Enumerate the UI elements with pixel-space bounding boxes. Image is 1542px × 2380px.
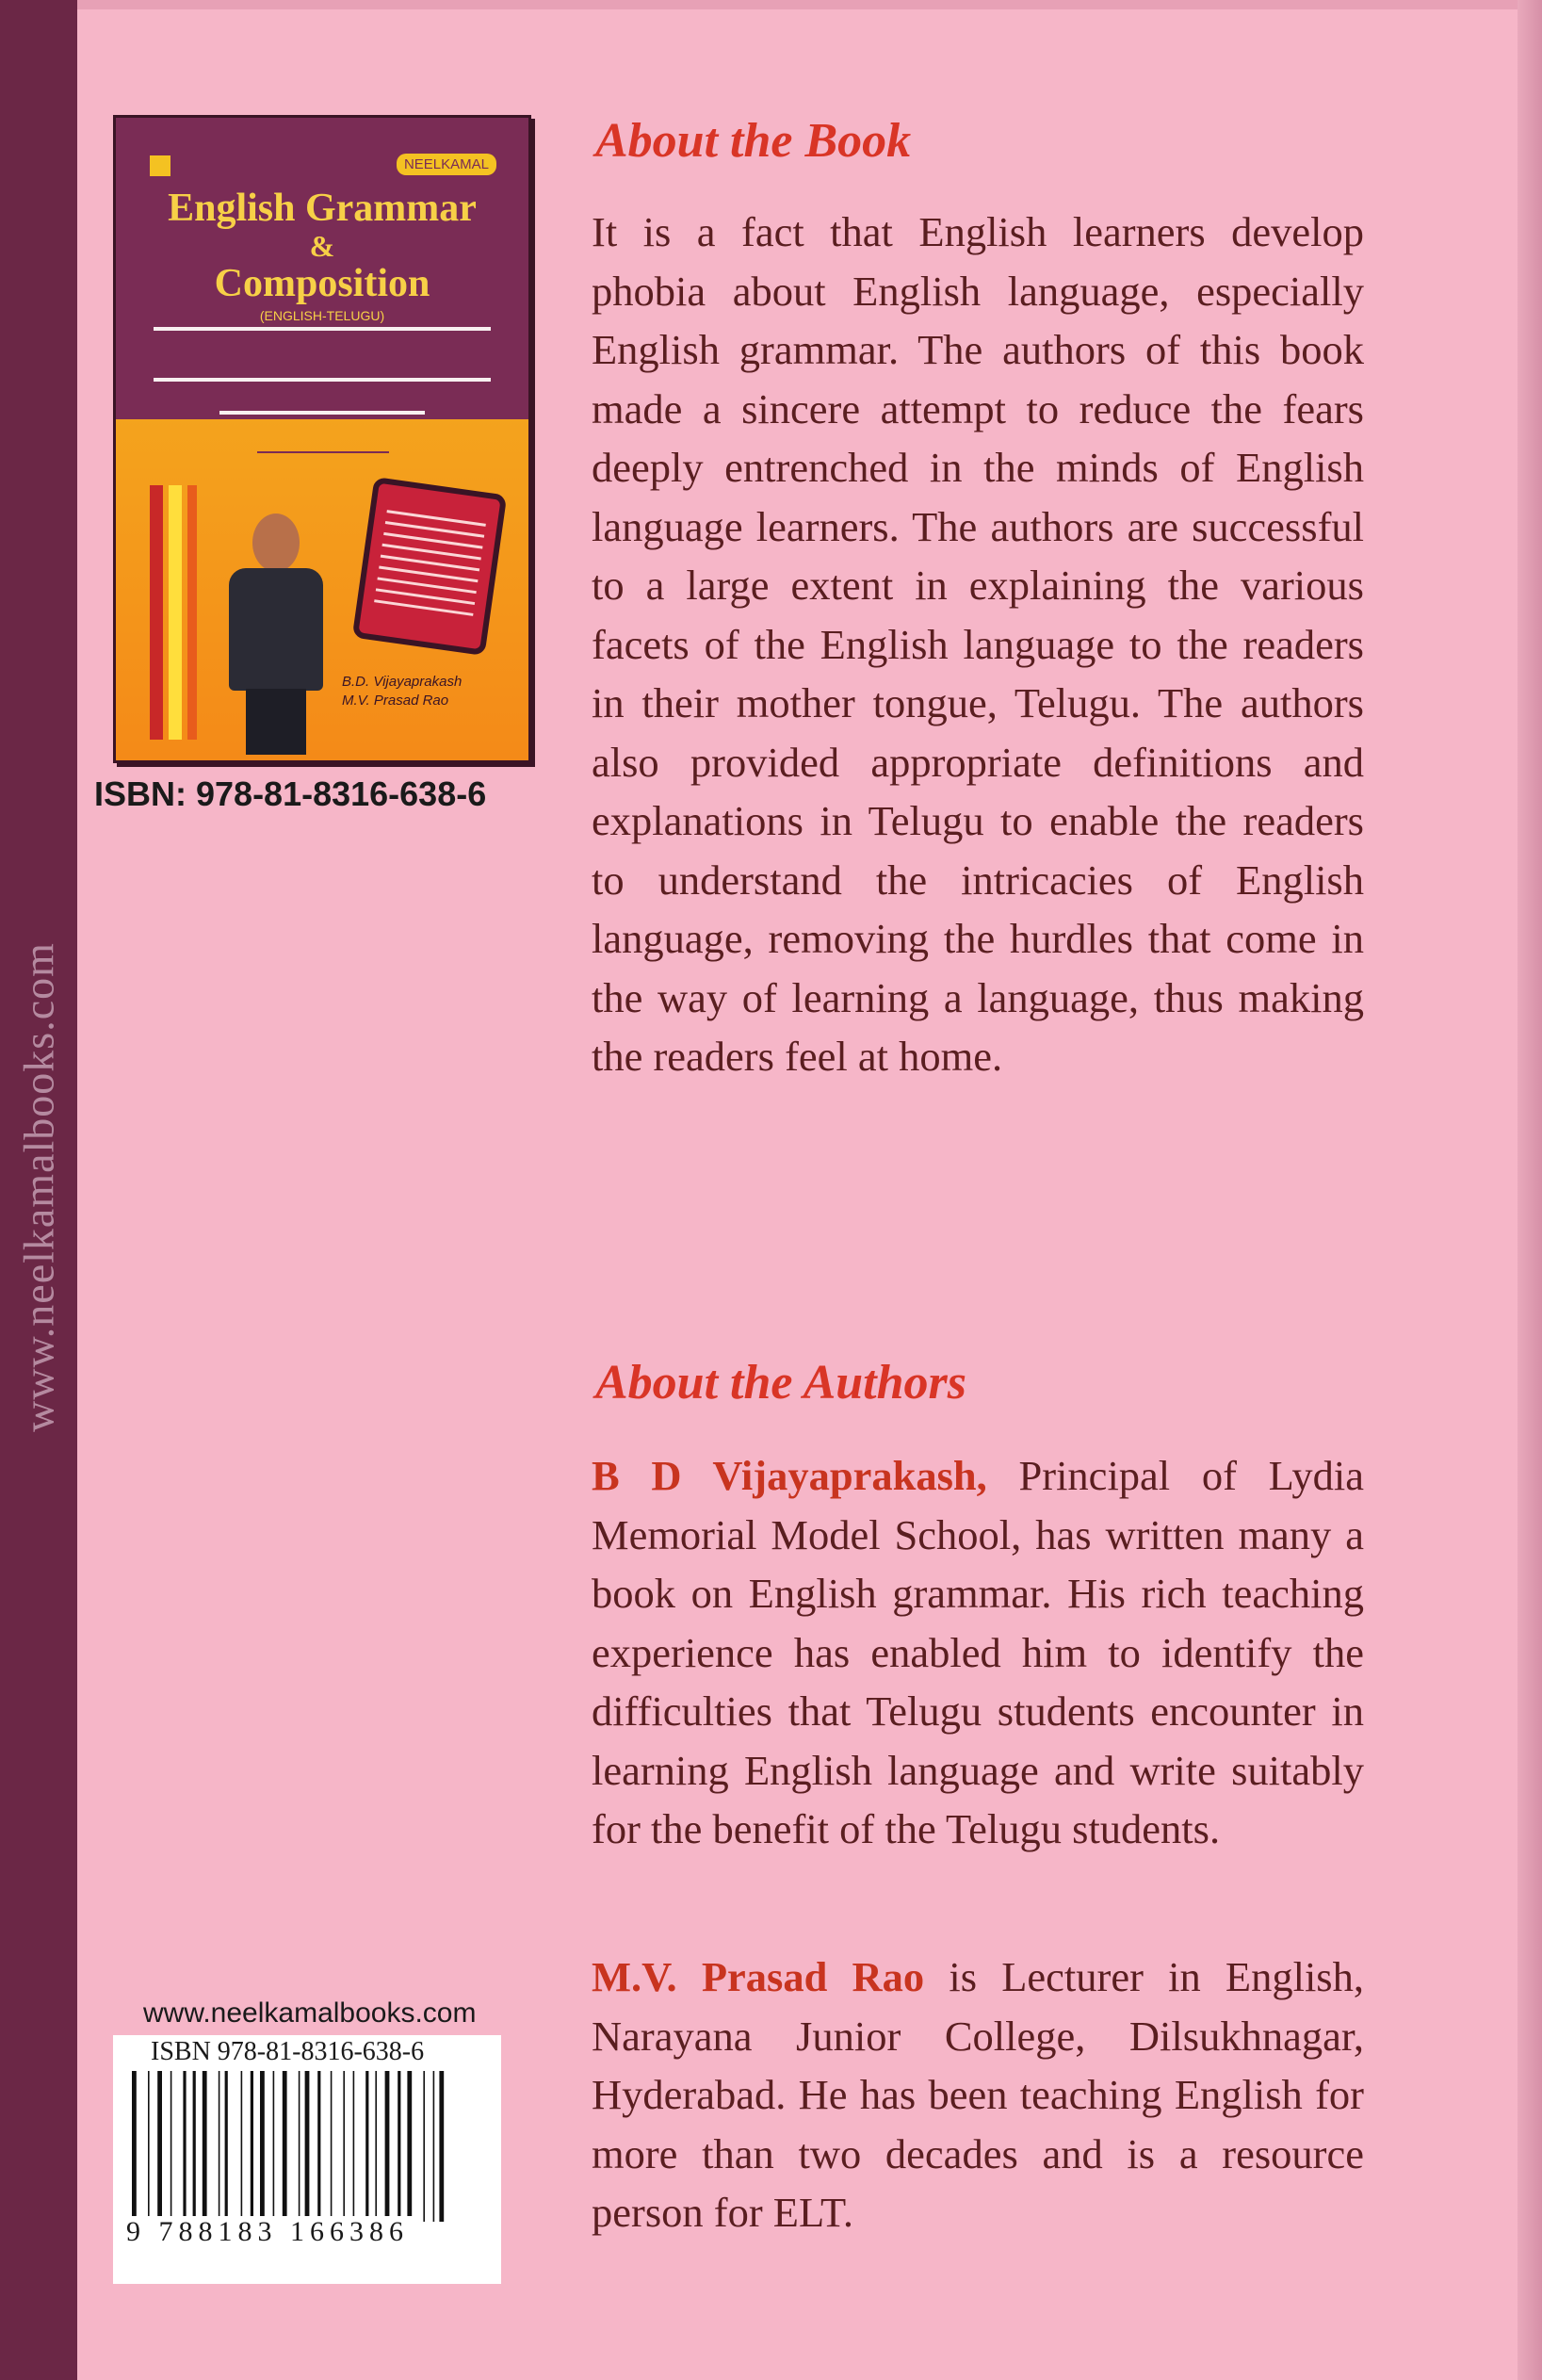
cover-stripe bbox=[169, 485, 182, 740]
mini-cover-ampersand: & bbox=[309, 229, 335, 263]
cover-stripe bbox=[150, 485, 163, 740]
about-book-text: It is a fact that English learners develop phobia about English language, especially English grammar. The authors of this book made a sincere attempt to reduce the fears deeply entrenched in the minds of English language learners. The authors are successful to a large extent in explaining the various facets of the English language to the readers in their mother tongue, Telugu. The authors also provided appropriate definitions and explanations in Telugu to enable the readers to understand the intricacies of English language, removing the hurdles that come in the way of learning a language, thus making the readers feel at home. bbox=[592, 208, 1364, 1080]
mini-cover-title-2: Composition bbox=[214, 262, 430, 305]
top-edge bbox=[77, 0, 1542, 9]
barcode-isbn: ISBN 978-81-8316-638-6 bbox=[151, 2037, 425, 2066]
author-1-name: B D Vijayaprakash, bbox=[592, 1452, 987, 1499]
barcode-digits: 9 788183 166386 bbox=[122, 2216, 413, 2248]
telugu-title-graphic bbox=[154, 327, 491, 382]
student-head bbox=[252, 513, 300, 572]
spine bbox=[0, 0, 77, 2380]
student-body bbox=[229, 568, 323, 691]
spine-website: www.neelkamalbooks.com bbox=[14, 942, 63, 1432]
right-edge bbox=[1518, 0, 1542, 2380]
about-book-heading: About the Book bbox=[595, 114, 912, 168]
cover-stripe bbox=[187, 485, 197, 740]
author-2-name: M.V. Prasad Rao bbox=[592, 1953, 925, 2000]
telugu-title-graphic-2 bbox=[219, 386, 425, 415]
author-1-bio bbox=[592, 1446, 1364, 1859]
student-legs bbox=[246, 689, 306, 755]
publisher-logo-icon bbox=[150, 155, 170, 176]
mini-cover-author-1: B.D. Vijayaprakash bbox=[342, 674, 463, 690]
mini-cover-subtitle: (ENGLISH-TELUGU) bbox=[259, 308, 385, 323]
barcode-icon bbox=[130, 2071, 484, 2222]
grammar-board-graphic bbox=[352, 477, 508, 656]
mini-cover-author-2: M.V. Prasad Rao bbox=[342, 693, 449, 709]
mini-cover-image bbox=[113, 115, 531, 763]
barcode-url: www.neelkamalbooks.com bbox=[143, 1997, 477, 2029]
mini-cover-publisher: NEELKAMAL bbox=[397, 154, 496, 175]
isbn-label: ISBN: 978-81-8316-638-6 bbox=[94, 774, 487, 813]
mini-cover-title-1: English Grammar bbox=[168, 187, 477, 230]
author-2-bio bbox=[592, 1948, 1364, 2242]
telugu-subtitle-graphic bbox=[257, 436, 389, 453]
author-1-text: Principal of Lydia Memorial Model School, has written many a book on English grammar. His rich teaching experience has enabled him to identify the difficulties that Telugu students encounter in learning English language and write suitably for the benefit of the Telugu students. bbox=[592, 1452, 1364, 1852]
about-authors-heading: About the Authors bbox=[595, 1356, 967, 1410]
board-lines bbox=[373, 501, 487, 625]
student-figure bbox=[219, 513, 333, 758]
author-2-text: is Lecturer in English, Narayana Junior College, Dilsukhnagar, Hyderabad. He has been teaching English for more than two decades and is a resource person for ELT. bbox=[592, 1953, 1364, 2236]
